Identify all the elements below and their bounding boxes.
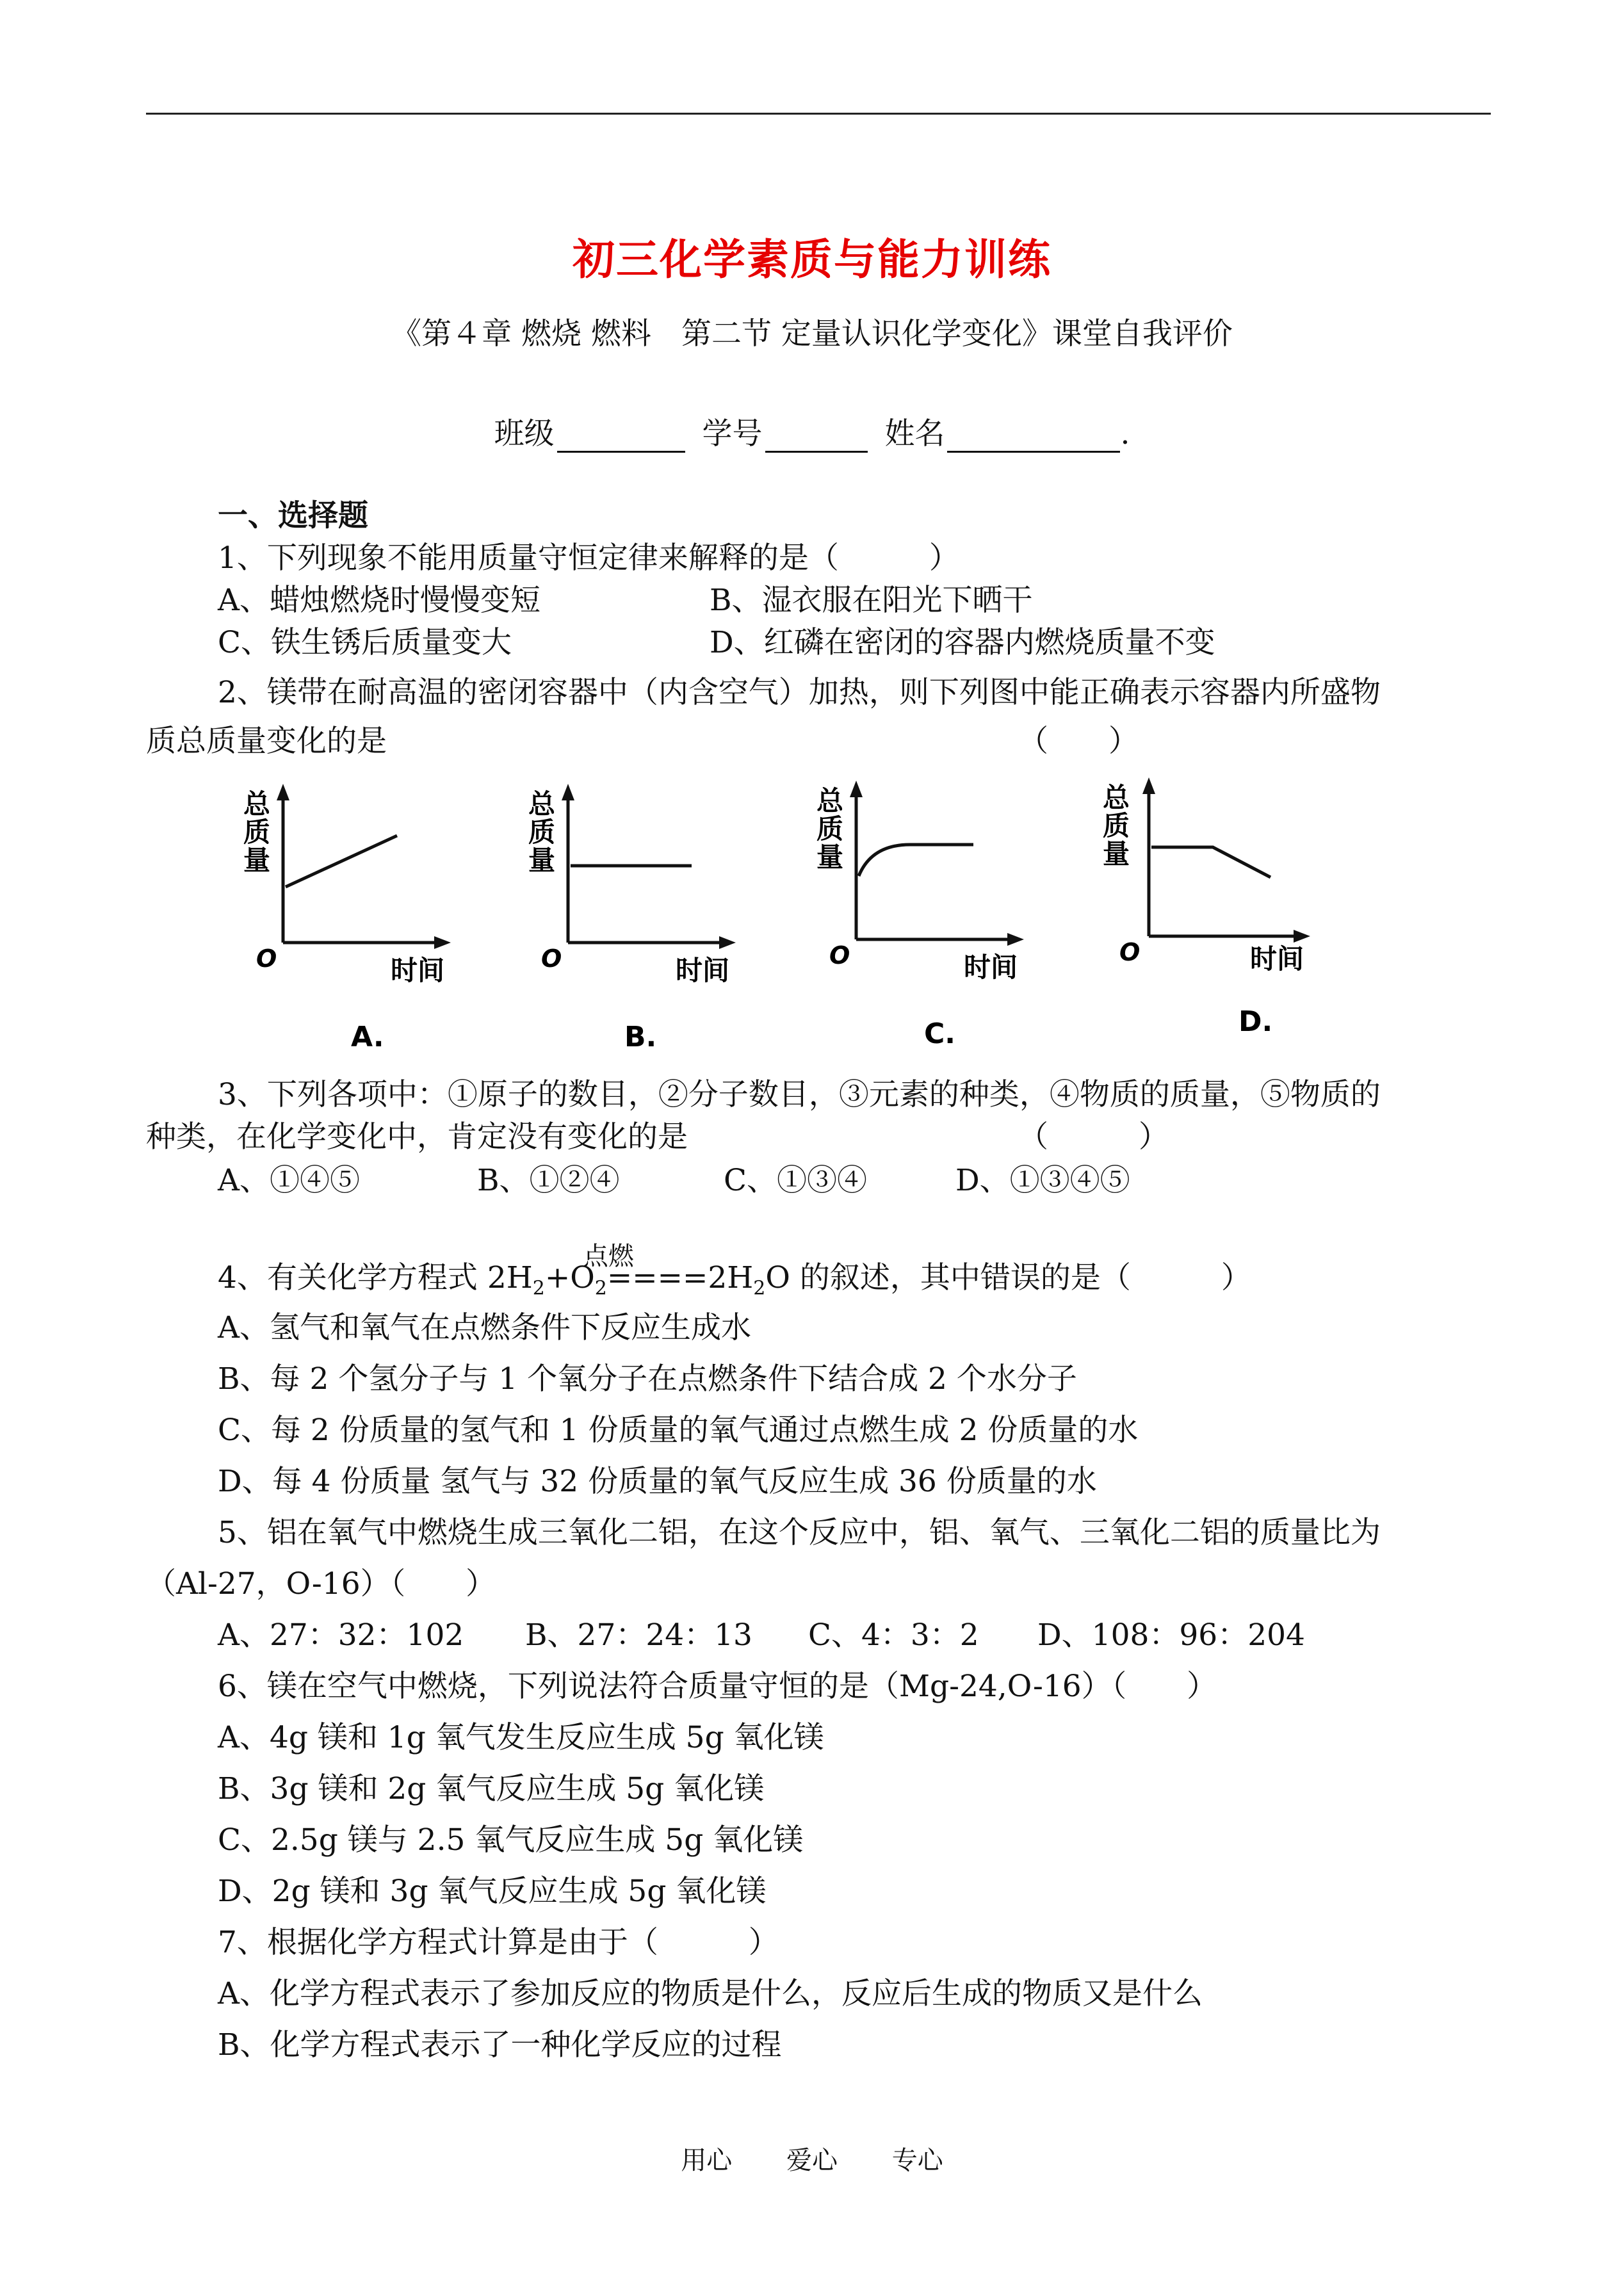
graph-b-origin: O [541, 945, 562, 973]
graph-c-curve [859, 845, 973, 876]
graph-c [810, 772, 1028, 1053]
graph-a-letter: A. [351, 1021, 384, 1053]
graph-d-ylabel-3: 量 [1103, 838, 1130, 870]
q4-option-d: D、每 4 份质量 氢气与 32 份质量的氧气反应生成 36 份质量的水 [218, 1464, 1097, 1499]
student-info-fields [0, 410, 1624, 453]
q4-product: 2H [708, 1260, 754, 1295]
graph-d-xlabel: 时间 [1250, 943, 1304, 975]
graph-c-ylabel-2: 质 [816, 813, 844, 845]
q3-stem-line1: 3、下列各项中：①原子的数目，②分子数目，③元素的种类，④物质的质量，⑤物质的 [218, 1077, 1381, 1112]
q5-option-b: B、27：24：13 [525, 1618, 752, 1653]
footer-item-3: 专心 [891, 2146, 943, 2175]
graph-d-letter: D. [1238, 1005, 1273, 1038]
graph-b-letter: B. [624, 1021, 657, 1053]
q4-plus-o: +O [544, 1260, 595, 1295]
q6-option-b: B、3g 镁和 2g 氧气反应生成 5g 氧化镁 [218, 1771, 765, 1806]
q7-option-b: B、化学方程式表示了一种化学反应的过程 [218, 2027, 782, 2063]
graph-b [522, 775, 740, 1057]
q4-condition: 点燃 [582, 1242, 634, 1271]
q3-option-a: A、①④⑤ [218, 1163, 360, 1198]
q6-option-a: A、4g 镁和 1g 氧气发生反应生成 5g 氧化镁 [218, 1720, 824, 1755]
graph-c-origin: O [829, 941, 850, 969]
graph-d-curve [1151, 847, 1271, 877]
graph-c-ylabel-3: 量 [816, 841, 844, 873]
id-label: 学号 [702, 416, 763, 451]
id-blank[interactable] [765, 421, 868, 453]
graph-a-origin: O [256, 945, 277, 973]
q5-option-a: A、27：32：102 [218, 1618, 464, 1653]
graph-c-letter: C. [924, 1018, 956, 1050]
q5-option-c: C、4：3：2 [808, 1618, 979, 1653]
q2-stem-line1: 2、镁带在耐高温的密闭容器中（内含空气）加热，则下列图中能正确表示容器内所盛物 [218, 675, 1381, 710]
q7-stem: 7、根据化学方程式计算是由于（ ） [218, 1925, 779, 1960]
q6-option-c: C、2.5g 镁与 2.5 氧气反应生成 5g 氧化镁 [218, 1822, 804, 1858]
section-heading: 一、选择题 [218, 498, 368, 533]
graph-a [237, 775, 455, 1057]
graph-c-xlabel: 时间 [964, 952, 1018, 983]
graph-d-origin: O [1119, 938, 1141, 966]
q4-sub-o2: 2 [594, 1277, 607, 1300]
q4-equals: ==== [606, 1260, 708, 1295]
footer-item-1: 用心 [681, 2146, 733, 2175]
page-subtitle: 《第４章 燃烧 燃料 第二节 定量认识化学变化》课堂自我评价 [391, 316, 1233, 352]
q2-answer-paren: （ ） [1018, 724, 1139, 759]
graph-b-ylabel-2: 质 [528, 816, 556, 848]
q3-option-d: D、①③④⑤ [955, 1163, 1130, 1198]
graph-d [1096, 768, 1314, 1050]
q6-stem: 6、镁在空气中燃烧，下列说法符合质量守恒的是（Mg-24,O-16）（ ） [218, 1669, 1217, 1704]
footer-item-2: 爱心 [786, 2146, 838, 2175]
graph-a-curve [286, 836, 397, 887]
q6-option-d: D、2g 镁和 3g 氧气反应生成 5g 氧化镁 [218, 1874, 767, 1909]
q1-option-d: D、红磷在密闭的容器内燃烧质量不变 [710, 625, 1215, 660]
graph-b-ylabel-1: 总 [528, 788, 556, 820]
q3-stem-line2: 种类，在化学变化中，肯定没有变化的是 [146, 1119, 688, 1155]
q3-answer-paren: （ ） [1018, 1119, 1169, 1155]
q5-stem-line1: 5、铝在氧气中燃烧生成三氧化二铝，在这个反应中，铝、氧气、三氧化二铝的质量比为 [218, 1515, 1381, 1550]
graph-b-xlabel: 时间 [676, 955, 730, 986]
q4-stem-pre: 4、有关化学方程式 2H [218, 1260, 533, 1295]
graph-a-ylabel-1: 总 [243, 788, 271, 820]
class-blank[interactable] [557, 421, 685, 453]
header-rule [146, 113, 1491, 115]
q1-stem: 1、下列现象不能用质量守恒定律来解释的是（ ） [218, 540, 959, 576]
name-blank[interactable] [947, 421, 1120, 453]
page-footer [0, 2140, 1624, 2177]
graph-a-ylabel-3: 量 [243, 845, 271, 876]
class-label: 班级 [494, 416, 555, 451]
q5-option-d: D、108：96：204 [1037, 1618, 1305, 1653]
q1-option-a: A、蜡烛燃烧时慢慢变短 [218, 583, 540, 618]
q3-option-b: B、①②④ [477, 1163, 620, 1198]
q2-stem-line2: 质总质量变化的是 [146, 724, 387, 759]
q3-option-c: C、①③④ [724, 1163, 867, 1198]
page-title: 初三化学素质与能力训练 [572, 234, 1052, 284]
graph-d-ylabel-1: 总 [1103, 782, 1130, 813]
q4-sub-h2: 2 [532, 1277, 545, 1300]
graph-c-ylabel-1: 总 [816, 785, 844, 816]
q4-stem [218, 1242, 1251, 1308]
q4-stem-post: O 的叙述，其中错误的是（ ） [765, 1260, 1251, 1295]
q4-option-a: A、氢气和氧气在点燃条件下反应生成水 [218, 1310, 751, 1345]
q7-option-a: A、化学方程式表示了参加反应的物质是什么，反应后生成的物质又是什么 [218, 1976, 1203, 2011]
q4-reaction-arrow [582, 1242, 708, 1297]
q5-stem-line2: （Al-27，O-16）（ ） [146, 1566, 496, 1602]
name-label: 姓名 [884, 416, 945, 451]
q4-option-b: B、每 2 个氢分子与 1 个氧分子在点燃条件下结合成 2 个水分子 [218, 1361, 1077, 1397]
graph-b-ylabel-3: 量 [528, 845, 556, 876]
fields-end: . [1120, 416, 1130, 451]
q4-option-c: C、每 2 份质量的氢气和 1 份质量的氧气通过点燃生成 2 份质量的水 [218, 1413, 1139, 1448]
q1-option-c: C、铁生锈后质量变大 [218, 625, 512, 660]
q1-option-b: B、湿衣服在阳光下晒干 [710, 583, 1033, 618]
graph-d-ylabel-2: 质 [1103, 810, 1130, 841]
graph-a-ylabel-2: 质 [243, 816, 271, 848]
graph-a-xlabel: 时间 [391, 955, 445, 986]
q4-sub-h2o: 2 [753, 1277, 766, 1300]
